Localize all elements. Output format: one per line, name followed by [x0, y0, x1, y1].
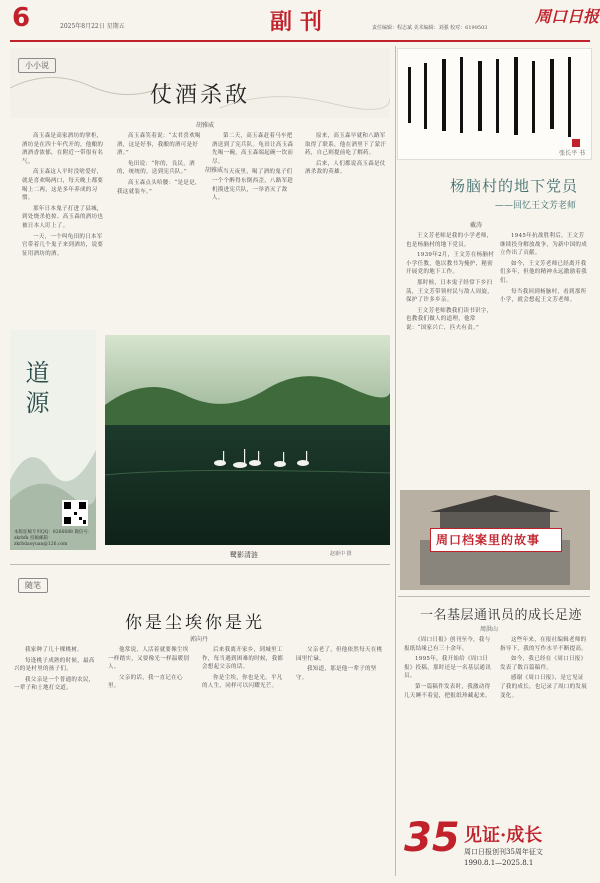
story1-paragraph: 高玉森点头哈腰：“是是是，我这就装车。”: [117, 179, 201, 195]
story1-paragraph: 后来，人们都说高玉森是仗酒杀敌的英雄。: [305, 160, 386, 176]
story1-byline: 胡雅威: [196, 122, 215, 129]
essay-paragraph: 父亲老了，但他依然每天在桃园里忙碌。: [296, 647, 383, 662]
story3-paragraph: 如今，我已经在《周口日报》发表了数百篇稿件。: [500, 656, 587, 671]
story2-paragraph: 1939年2月，王文芳在杨脑村小学任教，他以教书为掩护，秘密开展党的地下工作。: [406, 252, 494, 276]
column-divider: [395, 46, 396, 876]
essay-paragraph: 后来我离开家乡，到城里工作，每当遇到困难的时候，我都会想起父亲的话。: [202, 647, 284, 671]
calligraphy-author: 张长平 书: [559, 150, 585, 157]
story1-paragraph: 当天夜里，喝了酒的鬼子们一个个醉得东倒西歪，八路军趁机摸进宪兵队，一举消灭了敌人。: [212, 169, 294, 202]
header-rule: [10, 40, 590, 42]
page-number: 6: [12, 3, 31, 33]
qr-code-icon: [62, 500, 88, 526]
essay-col1: [14, 646, 100, 874]
anniversary-sub: 周口日报创刊35周年征文: [464, 848, 543, 856]
anniversary-number: 35: [404, 815, 460, 861]
story3-title: 一名基层通讯员的成长足迹: [420, 608, 583, 623]
section-title: 副刊: [270, 9, 331, 35]
anniversary-headline: 见证·成长: [464, 825, 543, 846]
essay-paragraph: 你是尘埃，你也是光。平凡的人生，同样可以闪耀光芒。: [202, 674, 283, 690]
story1-tag: 小小说: [18, 58, 56, 73]
story2-title: 杨脑村的地下党员: [450, 177, 579, 195]
story1-col2: [117, 132, 203, 322]
story1-title: 仗酒杀敌: [150, 83, 251, 108]
archive-photo: [400, 490, 590, 590]
story3-paragraph: 第一篇稿件发表时，我激动得几天睡不着觉，把报纸珍藏起来。: [404, 683, 492, 699]
story3-paragraph: 《周口日报》创刊至今，我与报纸结缘已有三十余年。: [404, 637, 491, 652]
calligraphy-strokes: [398, 49, 591, 159]
divider: [398, 596, 590, 597]
story3-author: 周洪山: [480, 626, 499, 633]
masthead: [0, 0, 600, 40]
story1-paragraph: 一天，一个叫龟田的日本军官带着几个鬼子来到酒坊，说要征用酒坊的酒。: [22, 233, 104, 257]
story3-paragraph: 这些年来，在报社编辑老师的指导下，我的写作水平不断提高。: [500, 637, 588, 652]
editor-credits: 责任编辑：程志斌 美术编辑：刘强 校对：6199503: [372, 25, 488, 31]
story3-paragraph: 1995年，我开始给《周口日报》投稿，那时还是一名基层通讯员。: [404, 656, 492, 680]
story2-paragraph: 王文芳老师是我的小学老师，也是杨脑村的地下党员。: [406, 233, 493, 248]
anniversary-dates: 1990.8.1—2025.8.1: [464, 859, 534, 867]
story3-col2: [500, 636, 588, 811]
essay-author: 郭向丹: [190, 636, 209, 643]
story1-paragraph: 那年日本鬼子打进了县城，到处烧杀抢掠。高玉森的酒坊也被日本人盯上了。: [22, 205, 104, 229]
essay-paragraph: 我家种了几十棵桃树。: [25, 647, 84, 653]
essay-paragraph: 每逢桃子成熟的时候，最高兴的是村里的孩子们。: [14, 657, 95, 673]
daoyuan-box: [10, 330, 96, 550]
daoyuan-info: 本版征稿专用QQ：8266688 微信号：zkrbfk 投稿邮箱：zkrbdaoyuan@126.com: [14, 530, 93, 547]
egret-photo: [105, 335, 390, 545]
egret-photo-image: [105, 335, 390, 545]
archive-banner-text: 周口档案里的故事: [436, 533, 541, 547]
issue-date: 2025年8月22日 星期五: [60, 23, 125, 30]
story1-paragraph: 原来，高玉森早就和八路军取得了联系，他在酒里下了蒙汗药，自己则提前吃了解药。: [305, 133, 387, 157]
calligraphy-artwork: [397, 48, 592, 160]
story2-subtitle: ——回忆王文芳老师: [495, 201, 577, 211]
paper-logo: 周口日报: [535, 7, 600, 26]
story1-paragraph: 高玉森笑着说：“太君喜欢喝酒，这是好事，我酿的酒可是好酒。”: [117, 133, 201, 157]
photo1-credit: 赵新中 摄: [330, 551, 352, 557]
photo1-caption: 鹭影清涟: [230, 551, 258, 559]
story1-col3: [212, 132, 298, 322]
essay-col3: [202, 646, 288, 874]
story2-paragraph: 那时候，日本鬼子经常下乡扫荡，王文芳带领村民与敌人周旋，保护了许多乡亲。: [406, 279, 494, 304]
essay-paragraph: 我父亲是一个普通的农民，一辈子和土地打交道。: [14, 676, 95, 692]
essay-paragraph: 父亲的话，我一直记在心里。: [108, 674, 183, 690]
anniversary-logo: [402, 815, 590, 877]
divider: [10, 564, 390, 565]
story1-paragraph: 龟田说：“你的，良民，酒的，统统的，送到宪兵队。”: [117, 160, 195, 176]
story2-paragraph: 1945年抗战胜利后，王文芳继续投身解放战争，为新中国的成立作出了贡献。: [500, 233, 588, 257]
story1-author: 胡雅威: [205, 167, 224, 174]
essay-title: 你是尘埃你是光: [125, 613, 265, 633]
story2-col2: [500, 232, 588, 487]
story2-col1: [406, 232, 494, 487]
story3-col1: [404, 636, 492, 811]
story1-paragraph: 第二天，高玉森赶着马车把酒送到了宪兵队。龟田让高玉森先喝一碗，高玉森端起碗一饮而尽。: [212, 133, 294, 165]
essay-tag: 随笔: [18, 578, 48, 593]
story1-paragraph: 高玉森这人平时没啥爱好，就是喜欢喝两口，每天晚上都要喝上二两，这是多年养成的习惯。: [22, 169, 104, 202]
story2-paragraph: 如今，王文芳老师已经离开我们多年，但他的精神永远激励着我们。: [500, 260, 588, 284]
story1-paragraph: 高玉森是高家酒坊的掌柜，酒坊是在四十年代开的，他酿的酒酒香浓郁，在附近一带很有名气。: [22, 133, 104, 165]
story2-author: 戴涛: [470, 222, 483, 229]
story1-col4: [305, 132, 391, 322]
story3-paragraph: 感谢《周口日报》，是它见证了我的成长，也记录了周口的发展变化。: [500, 675, 588, 699]
essay-col2: [108, 646, 194, 874]
story2-paragraph: 王文芳老师教我们读书识字，也教我们做人的道理，他常说：“国家兴亡，匹夫有责。”: [406, 307, 493, 331]
story1-col1: [22, 132, 108, 322]
story2-paragraph: 每当我回到杨脑村，看到那所小学，就会想起王文芳老师。: [500, 288, 587, 304]
daoyuan-title: 道源: [21, 360, 49, 420]
essay-paragraph: 我知道，那是他一辈子的坚守。: [296, 666, 377, 681]
essay-col4: [296, 646, 386, 874]
essay-paragraph: 他常说，人活着就要像尘埃一样踏实，又要像光一样温暖别人。: [108, 647, 190, 671]
